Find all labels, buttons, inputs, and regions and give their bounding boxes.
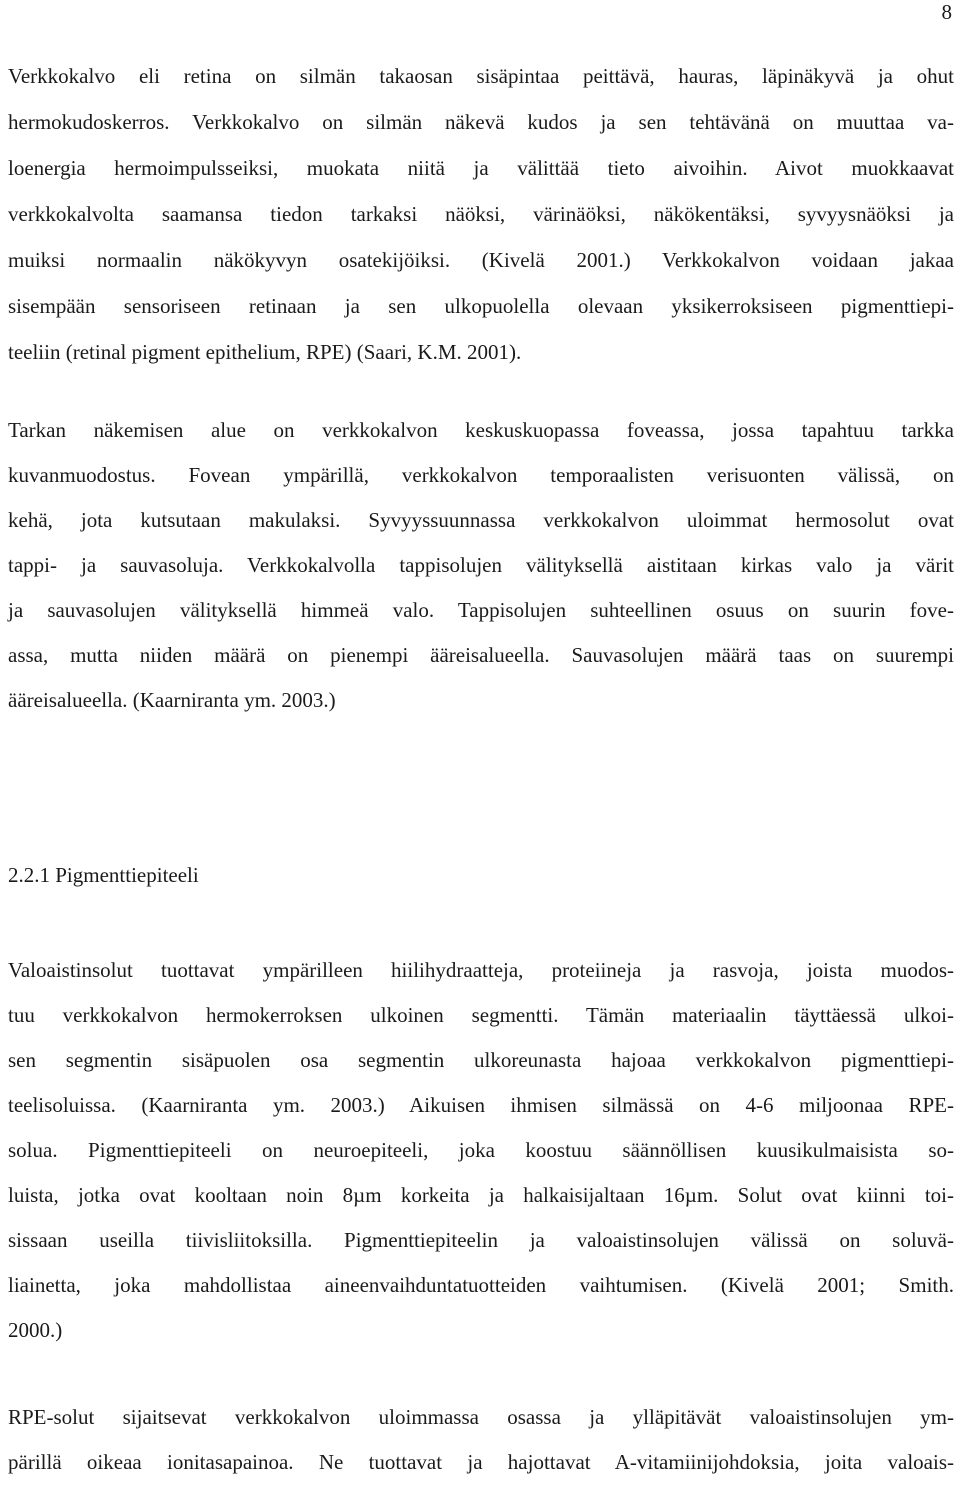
text-line: hermokudoskerros. Verkkokalvo on silmän näkevä kudos ja sen tehtävänä on muuttaa va-: [8, 110, 954, 134]
text-line: assa, mutta niiden määrä on pienempi ääreisalueella. Sauvasolujen määrä taas on suurempi: [8, 643, 954, 667]
text-line: kuvanmuodostus. Fovean ympärillä, verkkokalvon temporaalisten verisuonten välissä, on: [8, 463, 954, 487]
text-line: ääreisalueella. (Kaarniranta ym. 2003.): [8, 688, 336, 712]
paragraph-pigment-epithelium: [8, 955, 954, 1360]
paragraph-rpe-cells: [8, 1402, 954, 1492]
text-line: Verkkokalvo eli retina on silmän takaosan sisäpintaa peittävä, hauras, läpinäkyvä ja ohut: [8, 64, 954, 88]
text-line: solua. Pigmenttiepiteeli on neuroepiteeli, joka koostuu säännöllisen kuusikulmaisista so-: [8, 1138, 954, 1162]
text-line: Tarkan näkemisen alue on verkkokalvon keskuskuopassa foveassa, jossa tapahtuu tarkka: [8, 418, 954, 442]
text-line: loenergia hermoimpulsseiksi, muokata niitä ja välittää tieto aivoihin. Aivot muokkaavat: [8, 156, 954, 180]
text-line: sen segmentin sisäpuolen osa segmentin ulkoreunasta hajoaa verkkokalvon pigmenttiepi-: [8, 1048, 954, 1072]
text-line: teelisoluissa. (Kaarniranta ym. 2003.) Aikuisen ihmisen silmässä on 4-6 miljoonaa RPE-: [8, 1093, 954, 1117]
section-heading: 2.2.1 Pigmenttiepiteeli: [8, 863, 199, 887]
text-line: luista, jotka ovat kooltaan noin 8µm korkeita ja halkaisijaltaan 16µm. Solut ovat kiinni toi-: [8, 1183, 954, 1207]
text-line: RPE-solut sijaitsevat verkkokalvon uloimmassa osassa ja ylläpitävät valoaistinsolujen ym-: [8, 1405, 954, 1429]
text-line: pärillä oikeaa ionitasapainoa. Ne tuottavat ja hajottavat A-vitamiinijohdoksia, joita valoais-: [8, 1450, 954, 1474]
text-line: liainetta, joka mahdollistaa aineenvaihduntatuotteiden vaihtumisen. (Kivelä 2001; Smith.: [8, 1273, 954, 1297]
page-number: 8: [941, 0, 952, 24]
text-line: muiksi normaalin näkökyvyn osatekijöiksi. (Kivelä 2001.) Verkkokalvon voidaan jakaa: [8, 248, 954, 272]
text-line: Valoaistinsolut tuottavat ympärilleen hiilihydraatteja, proteiineja ja rasvoja, joista muodos-: [8, 958, 954, 982]
text-line: sissaan useilla tiivisliitoksilla. Pigmenttiepiteelin ja valoaistinsolujen välissä on soluvä-: [8, 1228, 954, 1252]
text-line: tuu verkkokalvon hermokerroksen ulkoinen segmentti. Tämän materiaalin täyttäessä ulkoi-: [8, 1003, 954, 1027]
paragraph-retina-intro: [8, 61, 954, 383]
text-line: ja sauvasolujen välityksellä himmeä valo. Tappisolujen suhteellinen osuus on suurin fove-: [8, 598, 954, 622]
text-line: kehä, jota kutsutaan makulaksi. Syvyyssuunnassa verkkokalvon uloimmat hermosolut ovat: [8, 508, 954, 532]
text-line: tappi- ja sauvasoluja. Verkkokalvolla tappisolujen välityksellä aistitaan kirkas valo ja värit: [8, 553, 954, 577]
text-line: 2000.): [8, 1318, 63, 1342]
text-line: verkkokalvolta saamansa tiedon tarkaksi näöksi, värinäöksi, näkökentäksi, syvyysnäöksi ja: [8, 202, 954, 226]
text-line: sisempään sensoriseen retinaan ja sen ulkopuolella olevaan yksikerroksiseen pigmenttiepi-: [8, 294, 954, 318]
paragraph-fovea: [8, 415, 954, 730]
text-line: teeliin (retinal pigment epithelium, RPE) (Saari, K.M. 2001).: [8, 340, 522, 364]
